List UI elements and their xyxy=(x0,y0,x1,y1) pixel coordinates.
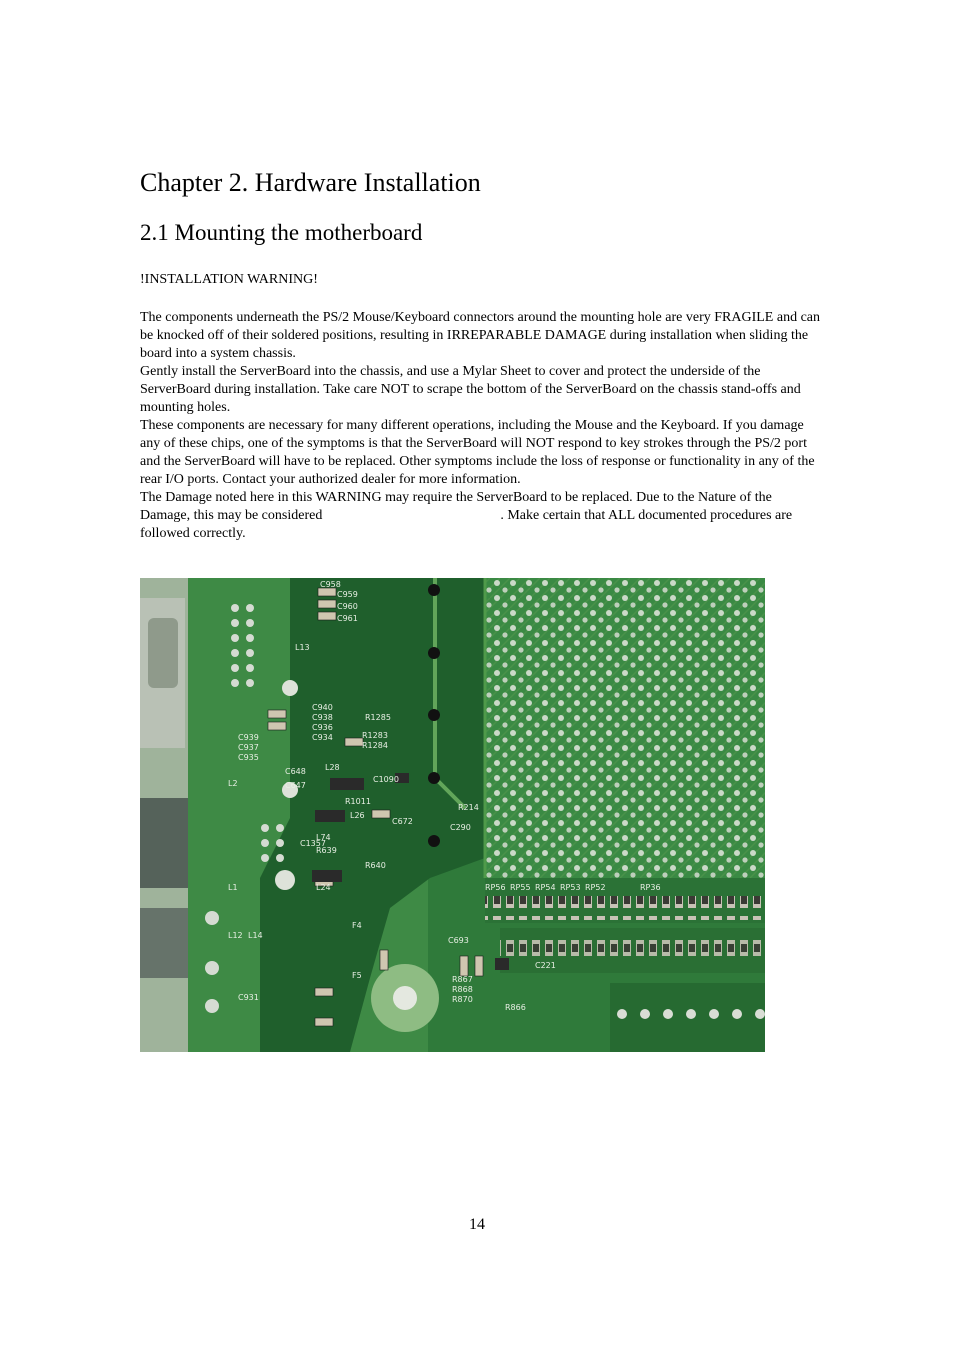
label-l74: L74 xyxy=(316,833,331,842)
motherboard-photo xyxy=(140,578,765,1052)
label-rp55: RP55 xyxy=(510,883,531,892)
label-rp56: RP56 xyxy=(485,883,506,892)
label-c290: C290 xyxy=(450,823,471,832)
label-c1357: C1357 xyxy=(300,839,326,848)
label-r866: R866 xyxy=(505,1003,526,1012)
label-r214: R214 xyxy=(458,803,479,812)
label-l24: L24 xyxy=(316,883,331,892)
label-f4: F4 xyxy=(352,921,362,930)
label-c959: C959 xyxy=(337,590,358,599)
label-rp52: RP52 xyxy=(585,883,606,892)
label-c934: C934 xyxy=(312,733,333,742)
label-f5: F5 xyxy=(352,971,362,980)
label-c938: C938 xyxy=(312,713,333,722)
warning-heading: !INSTALLATION WARNING! xyxy=(140,272,318,287)
label-l2: L2 xyxy=(228,779,238,788)
label-c935: C935 xyxy=(238,753,259,762)
label-c940: C940 xyxy=(312,703,333,712)
label-r1011: R1011 xyxy=(345,797,371,806)
label-rp54: RP54 xyxy=(535,883,556,892)
warning-body xyxy=(140,309,820,543)
label-r867: R867 xyxy=(452,975,473,984)
label-l14: L14 xyxy=(248,931,263,940)
label-l12: L12 xyxy=(228,931,243,940)
label-c1090: C1090 xyxy=(373,775,399,784)
label-c693: C693 xyxy=(448,936,469,945)
label-rp36: RP36 xyxy=(640,883,661,892)
label-c960: C960 xyxy=(337,602,358,611)
label-l1: L1 xyxy=(228,883,238,892)
label-r868: R868 xyxy=(452,985,473,994)
label-l26: L26 xyxy=(350,811,365,820)
label-c958: C958 xyxy=(320,580,341,589)
label-r639: R639 xyxy=(316,846,337,855)
paragraph-mylar-sheet: Gently install the ServerBoard into the chassis, and use a Mylar Sheet to cover and protect the underside of the ServerBoard during installation. Take care NOT to scrape the bottom of the ServerBoard on the chassis stand-offs and mounting holes. xyxy=(140,364,801,415)
label-c939: C939 xyxy=(238,733,259,742)
section-title: 2.1 Mounting the motherboard xyxy=(140,220,423,245)
paragraph-symptoms: These components are necessary for many different operations, including the Mouse and the Keyboard. If you damage any of these chips, one of the symptoms is that the ServerBoard will NOT respond to key strokes through the PS/2 port and the ServerBoard will have to be replaced. Other symptoms include the loss of response or functionality in any of the rear I/O ports. Contact your authorized dealer for more information. xyxy=(140,418,815,487)
label-c931: C931 xyxy=(238,993,259,1002)
label-r1283: R1283 xyxy=(362,731,388,740)
page-number: 14 xyxy=(469,1216,485,1233)
label-c936: C936 xyxy=(312,723,333,732)
label-c672: C672 xyxy=(392,817,413,826)
label-l28: L28 xyxy=(325,763,340,772)
label-r1285: R1285 xyxy=(365,713,391,722)
label-c647: C647 xyxy=(285,781,306,790)
label-c648: C648 xyxy=(285,767,306,776)
label-r640: R640 xyxy=(365,861,386,870)
label-rp53: RP53 xyxy=(560,883,581,892)
label-r870: R870 xyxy=(452,995,473,1004)
motherboard-illustration xyxy=(140,578,765,1052)
label-c961: C961 xyxy=(337,614,358,623)
damage-note-end: . Make certain that ALL documented procedures are followed correctly. xyxy=(140,508,793,541)
label-l13: L13 xyxy=(295,643,310,652)
label-c937: C937 xyxy=(238,743,259,752)
paragraph-fragile-components: The components underneath the PS/2 Mouse/Keyboard connectors around the mounting hole are very FRAGILE and can be knocked off of their soldered positions, resulting in IRREPARABLE DAMAGE during installation when sliding the board into a system chassis. xyxy=(140,310,820,361)
label-r1284: R1284 xyxy=(362,741,388,750)
chapter-title: Chapter 2. Hardware Installation xyxy=(140,168,481,197)
paragraph-damage-note xyxy=(140,489,820,543)
damage-note-start: The Damage noted here in this WARNING may require the ServerBoard to be replaced. Due to the Nature of the Damage, this may be considered xyxy=(140,490,772,523)
label-c221: C221 xyxy=(535,961,556,970)
